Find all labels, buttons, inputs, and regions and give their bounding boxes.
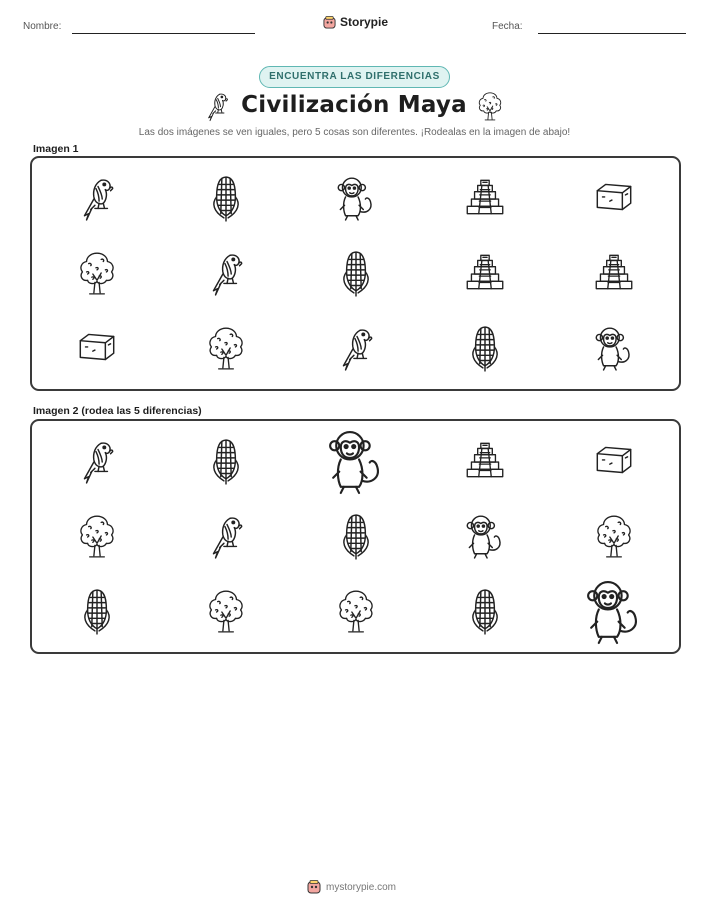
instructions: Las dos imágenes se ven iguales, pero 5 cosas son diferentes. ¡Rodealas en la imagen de abajo! [138, 127, 571, 138]
date-label: Fecha: [492, 21, 523, 32]
title-tree-icon [476, 90, 504, 122]
monkey-icon[interactable] [583, 576, 645, 646]
activity-badge: ENCUENTRA LAS DIFERENCIAS [259, 66, 450, 88]
parrot-icon[interactable] [335, 324, 377, 372]
parrot-icon[interactable] [205, 249, 247, 297]
tree-icon[interactable] [76, 249, 118, 297]
corn-icon[interactable] [335, 249, 377, 297]
stone-block-icon[interactable] [76, 324, 118, 372]
title-parrot-icon [203, 90, 231, 122]
brand-name: Storypie [340, 15, 389, 29]
tree-icon[interactable] [205, 324, 247, 372]
page-title: Civilización Maya [241, 92, 467, 118]
corn-icon[interactable] [335, 512, 377, 560]
monkey-icon[interactable] [593, 324, 635, 372]
brand-logo [323, 15, 388, 29]
parrot-icon[interactable] [205, 512, 247, 560]
corn-icon[interactable] [464, 587, 506, 635]
pyramid-icon[interactable] [464, 249, 506, 297]
name-label: Nombre: [23, 21, 62, 32]
tree-icon[interactable] [76, 512, 118, 560]
stone-block-icon[interactable] [593, 437, 635, 485]
pyramid-icon[interactable] [464, 174, 506, 222]
corn-icon[interactable] [76, 587, 118, 635]
storypie-logo-icon [307, 880, 321, 894]
stone-block-icon[interactable] [593, 174, 635, 222]
footer-url: mystorypie.com [326, 881, 397, 893]
storypie-logo-icon [323, 16, 336, 29]
pyramid-icon[interactable] [593, 249, 635, 297]
parrot-icon[interactable] [76, 437, 118, 485]
pyramid-icon[interactable] [464, 437, 506, 485]
section1-label: Imagen 1 [33, 143, 79, 155]
corn-icon[interactable] [464, 324, 506, 372]
monkey-icon[interactable] [464, 512, 506, 560]
tree-icon[interactable] [593, 512, 635, 560]
name-line[interactable] [72, 33, 255, 34]
tree-icon[interactable] [335, 587, 377, 635]
footer [307, 880, 396, 894]
corn-icon[interactable] [205, 437, 247, 485]
tree-icon[interactable] [205, 587, 247, 635]
section2-label: Imagen 2 (rodea las 5 diferencias) [33, 405, 202, 417]
image1-panel[interactable] [30, 156, 681, 391]
date-line[interactable] [538, 33, 686, 34]
image2-panel[interactable] [30, 419, 681, 654]
parrot-icon[interactable] [76, 174, 118, 222]
monkey-icon[interactable] [335, 174, 377, 222]
corn-icon[interactable] [205, 174, 247, 222]
monkey-icon[interactable] [325, 426, 387, 496]
